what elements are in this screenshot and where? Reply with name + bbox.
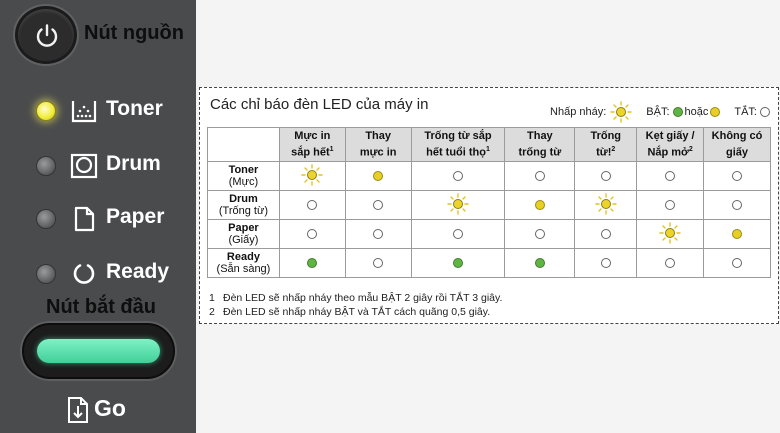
toner-indicator xyxy=(36,95,196,125)
led-indicator-card xyxy=(199,87,779,324)
off-dot-icon xyxy=(373,258,383,268)
led-state-cell xyxy=(411,191,505,220)
off-dot-icon xyxy=(732,200,742,210)
column-header: Trống từ!$^2$ xyxy=(575,128,637,162)
off-dot-icon xyxy=(665,171,675,181)
toner-icon xyxy=(70,98,98,124)
off-dot-icon xyxy=(535,229,545,239)
led-state-cell xyxy=(411,249,505,278)
yellow-dot-icon xyxy=(710,107,720,117)
paper-indicator xyxy=(36,203,196,233)
led-state-cell xyxy=(637,191,704,220)
led-state-cell xyxy=(345,191,411,220)
led-state-cell xyxy=(505,220,575,249)
printer-control-panel xyxy=(0,0,196,433)
toner-led xyxy=(36,101,56,121)
led-state-cell xyxy=(345,249,411,278)
paper-label: Paper xyxy=(106,205,165,228)
off-dot-icon xyxy=(307,200,317,210)
led-state-cell xyxy=(279,191,345,220)
legend-blink-label: Nhấp nháy: xyxy=(550,106,607,118)
led-state-cell xyxy=(704,220,771,249)
led-state-cell xyxy=(704,191,771,220)
go-label: Go xyxy=(94,395,126,421)
led-state-cell xyxy=(704,162,771,191)
yellow-dot-icon xyxy=(535,200,545,210)
power-icon xyxy=(33,22,61,50)
footnote: 1 Đèn LED sẽ nhấp nháy theo mẫu BẬT 2 giây rồi TẮT 3 giây. xyxy=(209,292,503,304)
off-dot-icon xyxy=(665,258,675,268)
led-state-cell xyxy=(411,162,505,191)
row-header: Drum (Trống từ) xyxy=(208,191,280,220)
table-row xyxy=(208,191,771,220)
row-header: Ready (Sẵn sàng) xyxy=(208,249,280,278)
led-state-cell xyxy=(637,162,704,191)
blink-icon xyxy=(595,193,617,218)
green-dot-icon xyxy=(535,258,545,268)
green-dot-icon xyxy=(673,107,683,117)
off-dot-icon xyxy=(601,171,611,181)
led-state-cell xyxy=(279,249,345,278)
green-dot-icon xyxy=(453,258,463,268)
led-state-cell xyxy=(575,249,637,278)
column-header: Trống từ sắp hết tuổi thọ$^1$ xyxy=(411,128,505,162)
footnote: 2 Đèn LED sẽ nhấp nháy BẬT và TẮT cách quãng 0,5 giây. xyxy=(209,306,491,318)
legend-off-label: TẮT: xyxy=(734,106,757,118)
drum-label: Drum xyxy=(106,152,161,175)
off-dot-icon xyxy=(665,200,675,210)
led-state-cell xyxy=(279,162,345,191)
column-header: Thay trống từ xyxy=(505,128,575,162)
go-button-light xyxy=(37,339,160,363)
led-state-cell xyxy=(345,220,411,249)
led-state-cell xyxy=(637,220,704,249)
led-state-cell xyxy=(637,249,704,278)
power-button-label: Nút nguồn xyxy=(84,22,192,46)
column-header: Mực in sắp hết$^1$ xyxy=(279,128,345,162)
blink-icon xyxy=(447,193,469,218)
blink-icon xyxy=(659,222,681,247)
legend-or-label: hoặc xyxy=(684,106,709,118)
drum-icon xyxy=(70,153,98,179)
off-dot-icon xyxy=(601,258,611,268)
table-row xyxy=(208,162,771,191)
table-corner xyxy=(208,128,280,162)
led-state-cell xyxy=(505,162,575,191)
off-dot-icon xyxy=(732,171,742,181)
power-button[interactable] xyxy=(15,6,77,64)
start-button-label: Nút bắt đầu xyxy=(46,296,156,318)
legend xyxy=(550,101,770,123)
off-dot-icon xyxy=(760,107,770,117)
off-dot-icon xyxy=(307,229,317,239)
table-row xyxy=(208,249,771,278)
off-dot-icon xyxy=(535,171,545,181)
led-state-cell xyxy=(505,191,575,220)
yellow-dot-icon xyxy=(373,171,383,181)
go-button[interactable] xyxy=(22,323,175,379)
off-dot-icon xyxy=(453,171,463,181)
blink-icon xyxy=(610,101,632,123)
led-status-table xyxy=(207,127,771,278)
off-dot-icon xyxy=(373,200,383,210)
led-state-cell xyxy=(279,220,345,249)
table-row xyxy=(208,220,771,249)
footnotes xyxy=(209,291,502,319)
drum-indicator xyxy=(36,150,196,180)
off-dot-icon xyxy=(373,229,383,239)
led-state-cell xyxy=(411,220,505,249)
paper-led xyxy=(36,209,56,229)
row-header: Toner (Mực) xyxy=(208,162,280,191)
ready-icon xyxy=(70,261,98,287)
led-state-cell xyxy=(575,162,637,191)
column-header: Thay mực in xyxy=(345,128,411,162)
blink-icon xyxy=(301,164,323,189)
off-dot-icon xyxy=(453,229,463,239)
ready-led xyxy=(36,264,56,284)
off-dot-icon xyxy=(601,229,611,239)
toner-label: Toner xyxy=(106,97,163,120)
row-header: Paper (Giấy) xyxy=(208,220,280,249)
go-icon xyxy=(66,396,90,424)
column-header: Không có giấy xyxy=(704,128,771,162)
ready-indicator xyxy=(36,258,196,288)
card-title: Các chỉ báo đèn LED của máy in xyxy=(210,96,429,113)
led-state-cell xyxy=(345,162,411,191)
column-header: Kẹt giấy / Nắp mở$^2$ xyxy=(637,128,704,162)
drum-led xyxy=(36,156,56,176)
legend-on-label: BẬT: xyxy=(646,106,670,118)
ready-label: Ready xyxy=(106,260,170,283)
yellow-dot-icon xyxy=(732,229,742,239)
led-state-cell xyxy=(505,249,575,278)
led-state-cell xyxy=(575,191,637,220)
off-dot-icon xyxy=(732,258,742,268)
led-state-cell xyxy=(704,249,771,278)
paper-icon xyxy=(70,206,98,232)
green-dot-icon xyxy=(307,258,317,268)
led-state-cell xyxy=(575,220,637,249)
